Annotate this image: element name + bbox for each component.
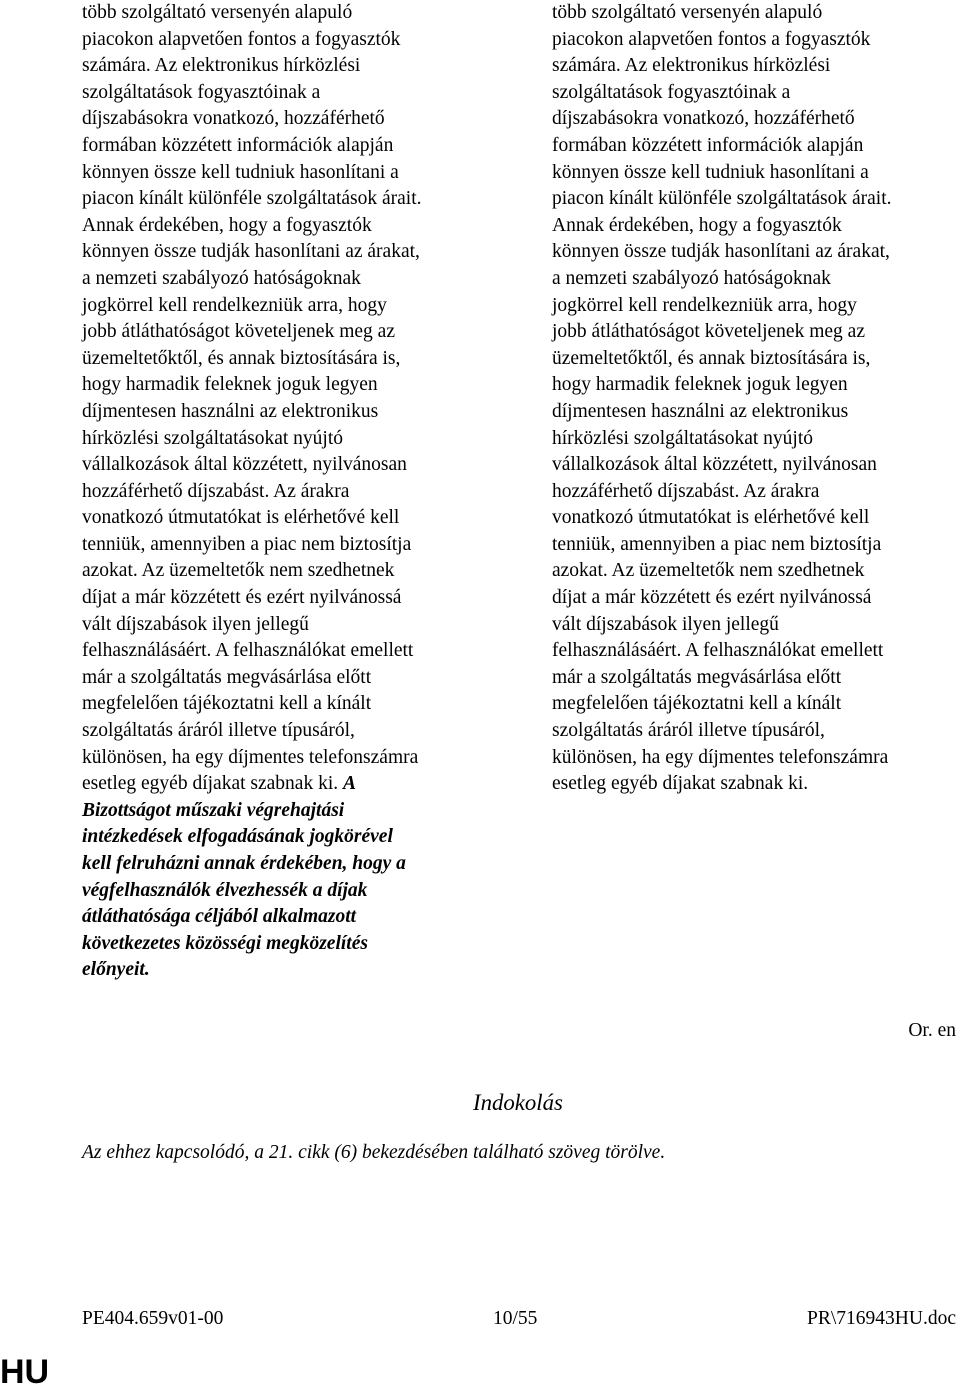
left-column-plain-text: több szolgáltató versenyén alapuló piacokon alapvetően fontos a fogyasztók számára. Az elektronikus hírközlési szolgáltatások fogyasztóinak a díjszabásokra vonatkozó, hozzáférhető formában közzétett információk alapján könnyen össze kell tudniuk hasonlítani a piacon kínált különféle szolgáltatások árait. Annak érdekében, hogy a fogyasztók könnyen össze tudják hasonlítani az árakat, a nemzeti szabályozó hatóságoknak jogkörrel kell rendelkezniük arra, hogy jobb átláthatóságot követeljenek meg az üzemeltetőktől, és annak biztosítására is, hogy harmadik feleknek joguk legyen díjmentesen használni az elektronikus hírközlési szolgáltatásokat nyújtó vállalkozások által közzétett, nyilvánosan hozzáférhető díjszabást. Az árakra vonatkozó útmutatókat is elérhetővé kell tenniük, amennyiben a piac nem biztosítja azokat. Az üzemeltetők nem szedhetnek díjat a már közzétett és ezért nyilvánossá vált díjszabások ilyen jellegű felhasználásáért. A felhasználókat emellett már a szolgáltatás megvásárlása előtt megfelelően tájékoztatni kell a kínált szolgáltatás áráról illetve típusáról, különösen, ha egy díjmentes telefonszámra esetleg egyéb díjakat szabnak ki. <box>82 2 422 795</box>
left-column-original-text <box>82 0 477 984</box>
footer-document-reference: PE404.659v01-00 <box>82 1308 224 1329</box>
footer-file-reference: PR\716943HU.doc <box>807 1308 956 1329</box>
right-column-amended-text <box>552 0 947 798</box>
right-column-plain-text: több szolgáltató versenyén alapuló piacokon alapvetően fontos a fogyasztók számára. Az elektronikus hírközlési szolgáltatások fogyasztóinak a díjszabásokra vonatkozó, hozzáférhető formában közzétett információk alapján könnyen össze kell tudniuk hasonlítani a piacon kínált különféle szolgáltatások árait. Annak érdekében, hogy a fogyasztók könnyen össze tudják hasonlítani az árakat, a nemzeti szabályozó hatóságoknak jogkörrel kell rendelkezniük arra, hogy jobb átláthatóságot követeljenek meg az üzemeltetőktől, és annak biztosítására is, hogy harmadik feleknek joguk legyen díjmentesen használni az elektronikus hírközlési szolgáltatásokat nyújtó vállalkozások által közzétett, nyilvánosan hozzáférhető díjszabást. Az árakra vonatkozó útmutatókat is elérhetővé kell tenniük, amennyiben a piac nem biztosítja azokat. Az üzemeltetők nem szedhetnek díjat a már közzétett és ezért nyilvánossá vált díjszabások ilyen jellegű felhasználásáért. A felhasználókat emellett már a szolgáltatás megvásárlása előtt megfelelően tájékoztatni kell a kínált szolgáltatás áráról illetve típusáról, különösen, ha egy díjmentes telefonszámra esetleg egyéb díjakat szabnak ki. <box>552 2 892 795</box>
left-column-amendment-text: A Bizottságot műszaki végrehajtási intézkedések elfogadásának jogkörével kell felruházni annak érdekében, hogy a végfelhasználók élvezhessék a díjak átláthatósága céljából alkalmazott következetes közösségi megközelítés előnyeit. <box>82 773 406 981</box>
footer-page-number: 10/55 <box>493 1308 538 1329</box>
justification-heading: Indokolás <box>473 1090 563 1115</box>
justification-text: Az ehhez kapcsolódó, a 21. cikk (6) bekezdésében található szöveg törölve. <box>82 1142 666 1163</box>
original-language-label: Or. en <box>908 1020 956 1041</box>
footer-language-code: HU <box>0 1353 50 1391</box>
